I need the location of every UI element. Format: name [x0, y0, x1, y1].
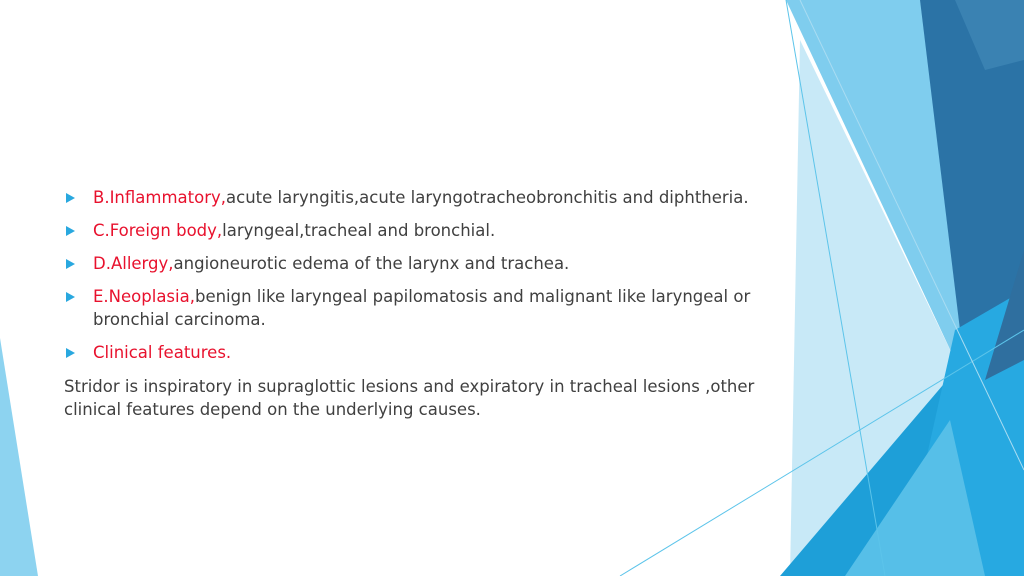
bullet-list — [64, 186, 764, 364]
triangle-right-icon — [66, 226, 75, 236]
triangle-right-icon — [66, 348, 75, 358]
bullet-item-inflammatory — [64, 186, 764, 209]
bullet-text: laryngeal,tracheal and bronchial. — [222, 221, 496, 240]
bullet-highlight: B.Inflammatory, — [93, 188, 227, 207]
bullet-text: angioneurotic edema of the larynx and trachea. — [173, 254, 570, 273]
bullet-highlight: C.Foreign body, — [93, 221, 223, 240]
bullet-text: acute laryngitis,acute laryngotracheobronchitis and diphtheria. — [226, 188, 749, 207]
left-edge-shape — [0, 338, 38, 576]
slide-content — [64, 186, 764, 421]
bullet-text: benign like laryngeal papilomatosis and malignant like laryngeal or bronchial carcinoma. — [93, 287, 751, 329]
bullet-item-clinical-features — [64, 341, 764, 364]
triangle-right-icon — [66, 292, 75, 302]
body-paragraph: Stridor is inspiratory in supraglottic lesions and expiratory in tracheal lesions ,other clinical features depend on the underlying causes. — [64, 377, 755, 419]
triangle-right-icon — [66, 259, 75, 269]
bullet-item-allergy — [64, 252, 764, 275]
bullet-item-foreign-body — [64, 219, 764, 242]
bullet-highlight: E.Neoplasia, — [93, 287, 195, 306]
bullet-highlight: Clinical features. — [93, 343, 232, 362]
bullet-item-neoplasia — [64, 285, 764, 331]
bullet-highlight: D.Allergy, — [93, 254, 174, 273]
triangle-right-icon — [66, 193, 75, 203]
